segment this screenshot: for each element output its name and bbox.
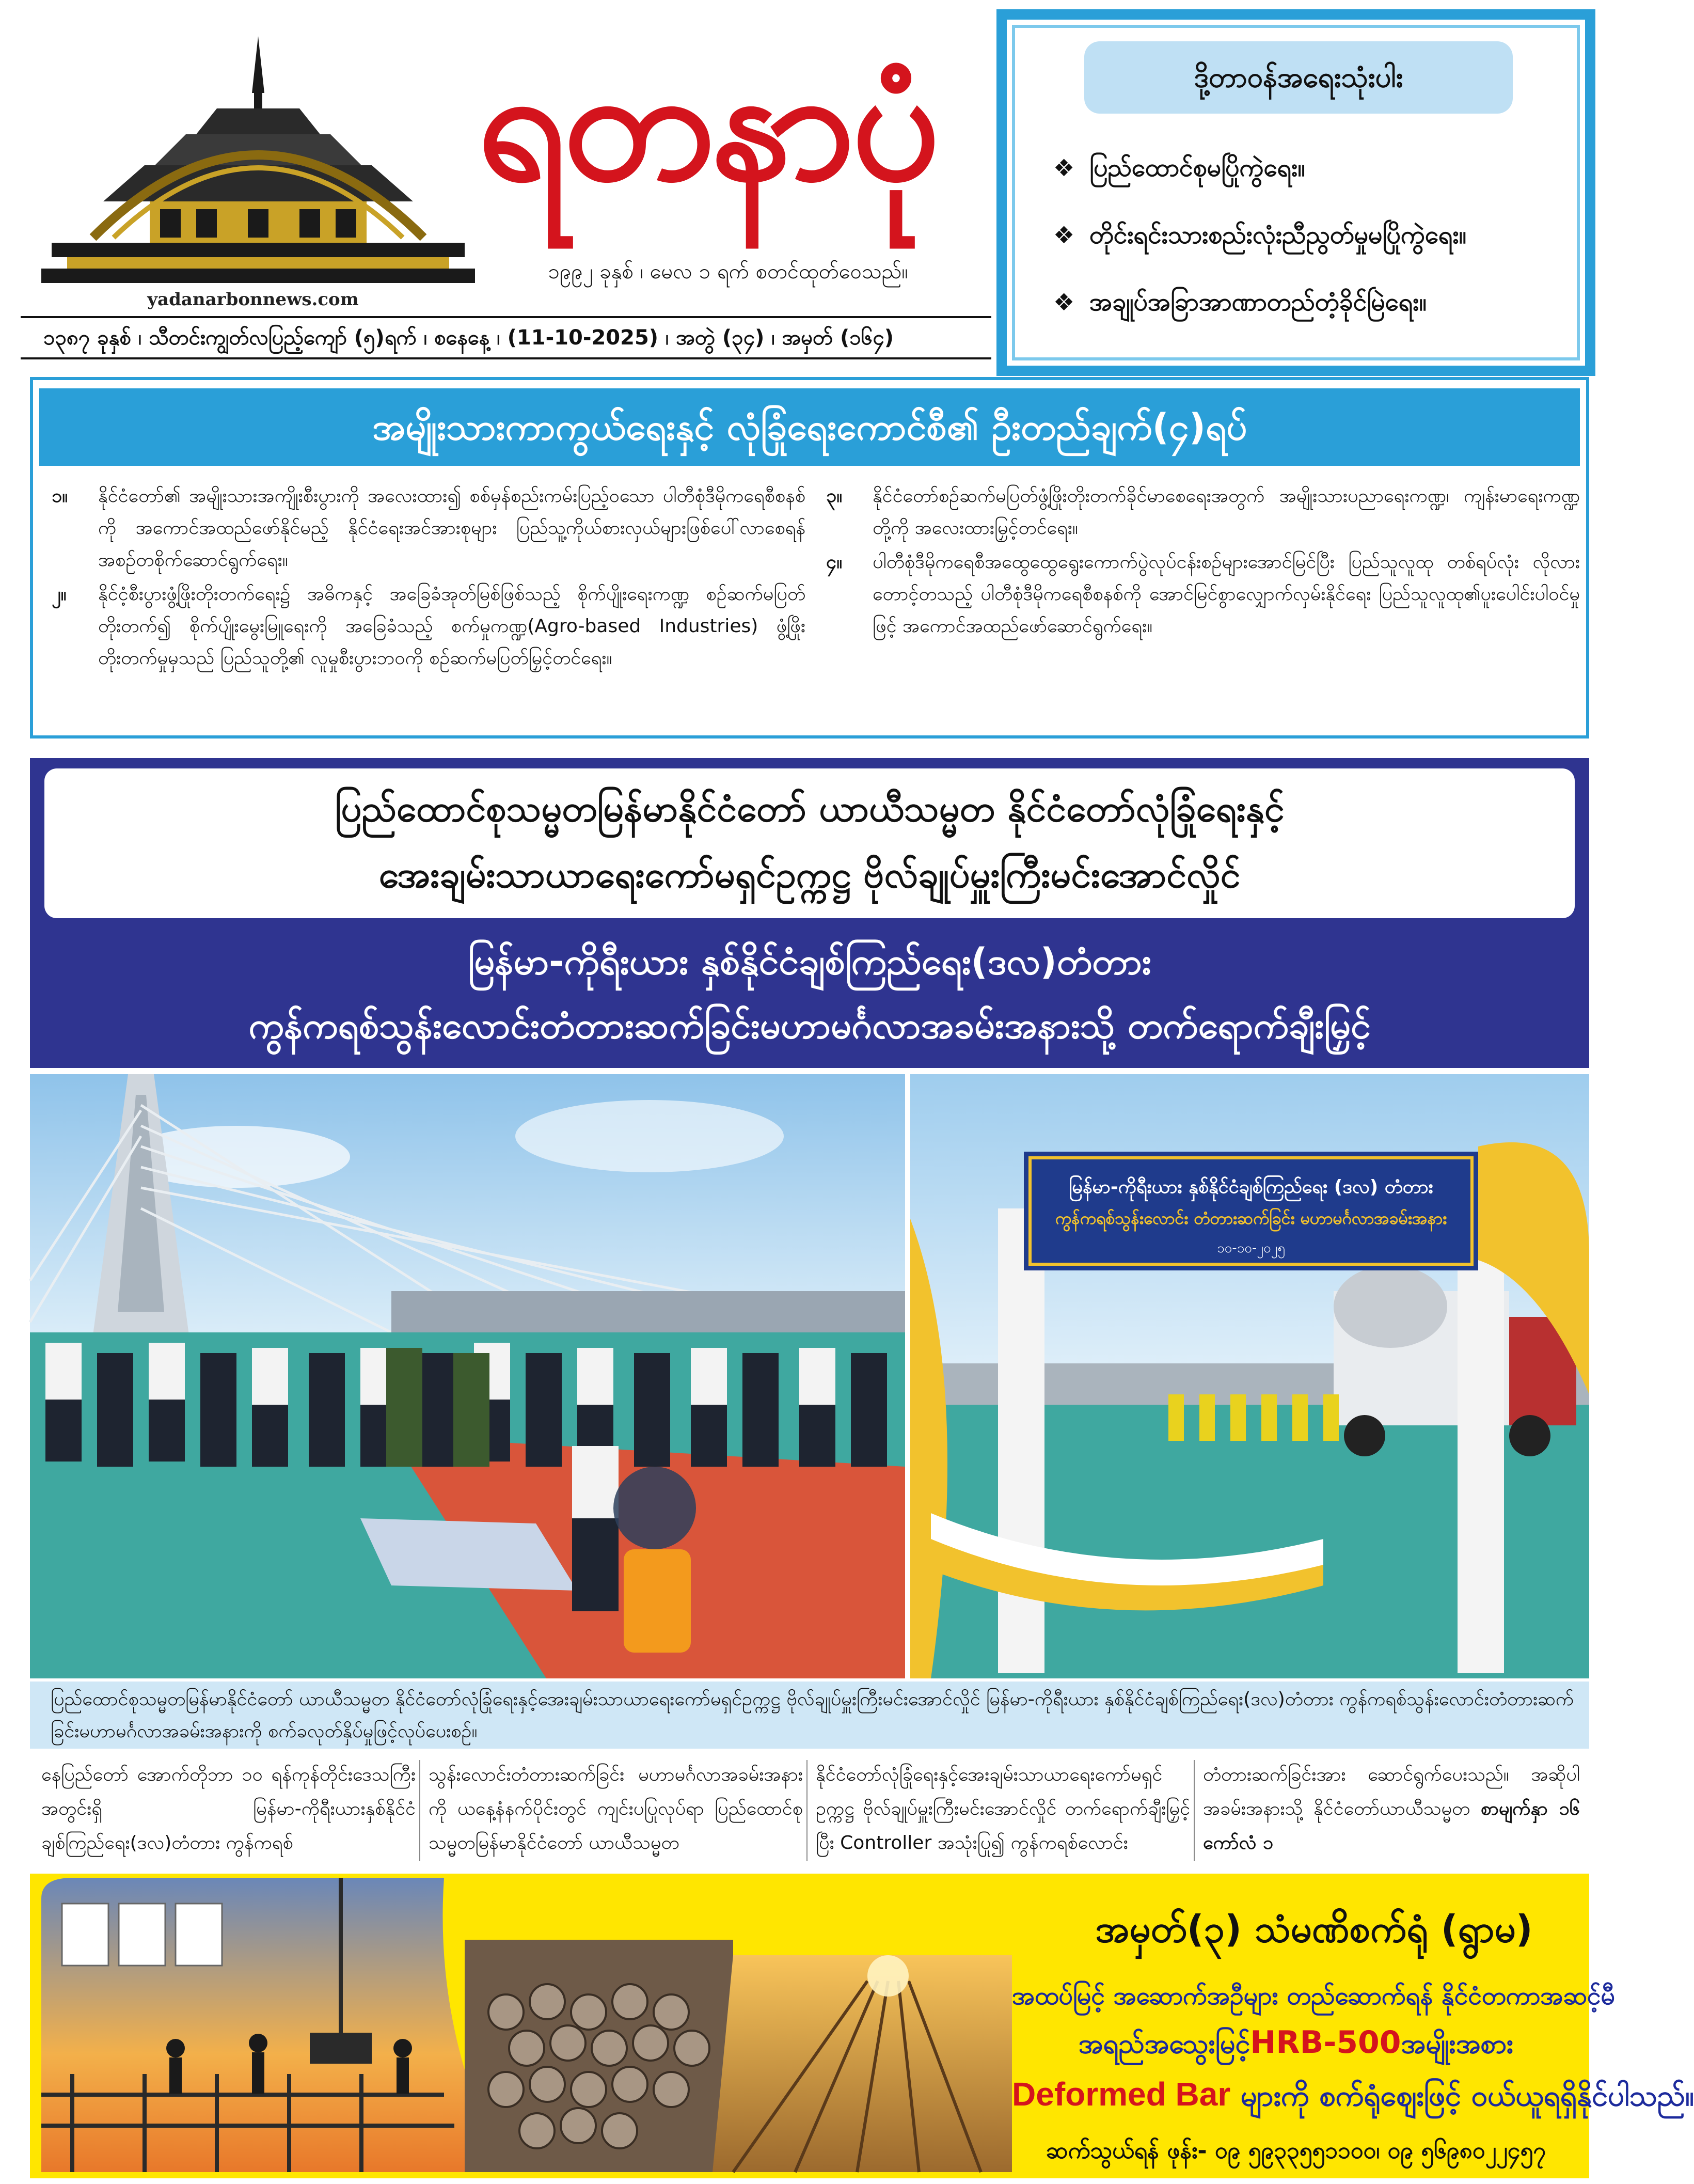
objective-item bbox=[816, 546, 1580, 642]
subheadline-line: မြန်မာ-ကိုရီးယား နှစ်နိုင်ငံချစ်ကြည်ရေး(ဒလ)တံတား bbox=[468, 940, 1151, 983]
headline bbox=[44, 768, 1575, 918]
headline-line: ပြည်ထောင်စုသမ္မတမြန်မာနိုင်ငံတော် ယာယီသမ္မတ နိုင်ငံတော်လုံခြုံရေးနှင့် bbox=[335, 788, 1285, 830]
slogan-item: ❖ အချုပ်အခြာအာဏာတည်တံ့ခိုင်မြဲရေး။ bbox=[1053, 274, 1570, 331]
founded-date: ၁၉၉၂ ခုနှစ် ၊ မေလ ၁ ရက် စတင်ထုတ်ဝေသည်။ bbox=[548, 260, 908, 284]
objective-text: ပါတီစုံဒီမိုကရေစီအထွေထွေရွေးကောက်ပွဲလုပ်ငန်းစဉ်များအောင်မြင်ပြီး ပြည်သူလူထု တစ်ရပ်လုံး လိုလားတောင့်တသည့် ပါတီစုံဒီမိုကရေစီစနစ်ကို အောင်မြင်စွာလျှောက်လှမ်းနိုင်ရေး ပြည်သူလူထု၏ပူးပေါင်းပါဝင်မှုဖြင့် အကောင်အထည်ဖော်ဆောင်ရွက်ရေး။ bbox=[873, 552, 1580, 637]
newspaper-logo-pagoda bbox=[31, 31, 485, 310]
article-column: နိုင်ငံတော်လုံခြုံရေးနှင့်အေးချမ်းသာယာရေးကော်မရှင် ဥက္ကဋ္ဌ ဗိုလ်ချုပ်မှူးကြီးမင်းအောင်လှိုင် တက်ရောက်ချီးမြှင့်ပြီး Controller အသုံးပြု၍ ကွန်ကရစ်လောင်း bbox=[816, 1764, 1190, 1853]
subheadline bbox=[44, 930, 1575, 1064]
issue-info-line: ၁၃၈၇ ခုနှစ် ၊ သီတင်းကျွတ်လပြည့်ကျော် (၅)ရက် ၊ စနေနေ့ ၊ (11-10-2025) ၊ အတွဲ (၃၄) ၊ အမှတ် (၁၆၄) bbox=[21, 316, 991, 359]
objectives-column-left bbox=[41, 480, 805, 728]
photo-caption: ပြည်ထောင်စုသမ္မတမြန်မာနိုင်ငံတော် ယာယီသမ္မတ နိုင်ငံတော်လုံခြုံရေးနှင့်အေးချမ်းသာယာရေးကော်မရှင်ဥက္ကဋ္ဌ ဗိုလ်ချုပ်မှူးကြီးမင်းအောင်လှိုင် မြန်မာ-ကိုရီးယား နှစ်နိုင်ငံချစ်ကြည်ရေး(ဒလ)တံတား ကွန်ကရစ်သွန်းလောင်းတံတားဆက်ခြင်းမဟာမင်္ဂလာအခမ်းအနားကို စက်ခလုတ်နှိပ်မှုဖြင့်လုပ်ပေးစဉ်။ bbox=[30, 1682, 1589, 1749]
ad-description: Deformed Bar များကို စက်ရုံဈေးဖြင့် ဝယ်ယူရရှိနိုင်ပါသည်။ bbox=[1012, 2076, 1694, 2113]
article-column: သွန်းလောင်းတံတားဆက်ခြင်း မဟာမင်္ဂလာအခမ်းအနားကို ယနေ့နံနက်ပိုင်းတွင် ကျင်းပပြုလုပ်ရာ ပြည်ထောင်စုသမ္မတမြန်မာနိုင်ငံတော် ယာယီသမ္မတ bbox=[429, 1764, 803, 1853]
objective-number: ၁။ bbox=[52, 485, 68, 507]
diamond-bullet-icon: ❖ bbox=[1053, 221, 1075, 249]
continued-on-page: စာမျက်နှာ ၁၆ ကော်လံ ၁ bbox=[1203, 1798, 1580, 1853]
objective-item bbox=[41, 578, 805, 674]
ad-description: အထပ်မြင့် အဆောက်အဦများ တည်ဆောက်ရန် နိုင်ငံတကာအဆင့်မီ bbox=[1012, 1982, 1615, 2010]
product-name: Deformed Bar bbox=[1012, 2076, 1231, 2113]
ad-description: အရည်အသွေးမြင့်HRB-500အမျိုးအစား bbox=[1078, 2024, 1514, 2061]
ad-title: အမှတ်(၃) သံမဏိစက်ရုံ (ရွာမ) bbox=[1095, 1907, 1533, 1951]
ad-contact-phone: ဆက်သွယ်ရန် ဖုန်း- ၀၉ ၅၉၃၃၅၅၁၁၀၀၊ ၀၉ ၅၆၉၈၀၂၂၄၅၇ bbox=[1046, 2138, 1546, 2164]
article-column: နေပြည်တော် အောက်တိုဘာ ၁၀ ရန်ကုန်တိုင်းဒေသကြီးအတွင်းရှိ မြန်မာ-ကိုရီးယားနှစ်နိုင်ငံချစ်ကြည်ရေး(ဒလ)တံတား ကွန်ကရစ် bbox=[41, 1764, 416, 1853]
ad-images-construction-steel bbox=[41, 1878, 1012, 2172]
masthead-title: ရတနာပုံ bbox=[477, 33, 938, 215]
objectives-column-right bbox=[816, 480, 1580, 728]
slogan-item: ❖ တိုင်းရင်းသားစည်းလုံးညီညွတ်မှုမပြိုကွဲရေး။ bbox=[1053, 207, 1570, 263]
objectives-title: အမျိုးသားကာကွယ်ရေးနှင့် လုံခြုံရေးကောင်စီ၏ ဦးတည်ချက်(၄)ရပ် bbox=[39, 388, 1580, 466]
objective-text: နိုင်ငံတော်၏ အမျိုးသားအကျိုးစီးပွားကို အလေးထား၍ စစ်မှန်စည်းကမ်းပြည့်ဝသော ပါတီစုံဒီမိုကရေစီစနစ်ကို အကောင်အထည်ဖော်နိုင်မည့် နိုင်ငံရေးအင်အားစုများ ပြည်သူ့ကိုယ်စားလှယ်များဖြစ်ပေါ်လာစေရန် အစဉ်တစိုက်ဆောင်ရွက်ရေး။ bbox=[98, 485, 805, 571]
diamond-bullet-icon: ❖ bbox=[1053, 154, 1075, 182]
objective-number: ၄။ bbox=[826, 552, 843, 573]
objective-number: ၂။ bbox=[52, 584, 67, 605]
ceremony-photo-right bbox=[910, 1074, 1589, 1678]
column-divider bbox=[806, 1760, 808, 1861]
product-grade: HRB-500 bbox=[1250, 2024, 1401, 2061]
headline-line: အေးချမ်းသာယာရေးကော်မရှင်ဥက္ကဋ္ဌ ဗိုလ်ချုပ်မှူးကြီးမင်းအောင်လှိုင် bbox=[378, 854, 1241, 896]
column-divider bbox=[1194, 1760, 1195, 1861]
article-column: တံတားဆက်ခြင်းအား ဆောင်ရွက်ပေးသည်။ အဆိုပါအခမ်းအနားသို့ နိုင်ငံတော်ယာယီသမ္မတ စာမျက်နှာ ၁၆ ကော်လံ ၁ bbox=[1203, 1764, 1580, 1853]
objective-number: ၃။ bbox=[826, 485, 843, 507]
subheadline-line: ကွန်ကရစ်သွန်းလောင်းတံတားဆက်ခြင်းမဟာမင်္ဂလာအခမ်းအနားသို့ တက်ရောက်ချီးမြှင့် bbox=[248, 1004, 1371, 1047]
slogan-item: ❖ ပြည်ထောင်စုမပြိုကွဲရေး။ bbox=[1053, 139, 1570, 196]
banner-line: ကွန်ကရစ်သွန်းလောင်း တံတားဆက်ခြင်း မဟာမင်္ဂလာအခမ်းအနား bbox=[1055, 1208, 1447, 1228]
column-divider bbox=[419, 1760, 420, 1861]
website-url: yadanarbonnews.com bbox=[147, 289, 359, 310]
objective-text: နိုင်ငံ့စီးပွားဖွံ့ဖြိုးတိုးတက်ရေး၌ အဓိကနှင့် အခြေခံအုတ်မြစ်ဖြစ်သည့် စိုက်ပျိုးရေးကဏ္ဍ စဉ်ဆက်မပြတ်တိုးတက်၍ စိုက်ပျိုးမွေးမြူရေးကို အခြေခံသည့် စက်မှုကဏ္ဍ(Agro-based Industries) ဖွံ့ဖြိုးတိုးတက်မှုမှသည် ပြည်သူတို့၏ လူမှုစီးပွားဘဝကို စဉ်ဆက်မပြတ်မြှင့်တင်ရေး။ bbox=[98, 584, 805, 669]
banner-line: မြန်မာ-ကိုရီးယား နှစ်နိုင်ငံချစ်ကြည်ရေး (ဒလ) တံတား bbox=[1069, 1176, 1433, 1198]
ceremony-photo-left bbox=[30, 1074, 905, 1678]
diamond-bullet-icon: ❖ bbox=[1053, 288, 1075, 316]
objective-text: နိုင်ငံတော်စဉ်ဆက်မပြတ်ဖွံ့ဖြိုးတိုးတက်ခိုင်မာစေရေးအတွက် အမျိုးသားပညာရေးကဏ္ဍ၊ ကျန်းမာရေးကဏ္ဍတို့ကို အလေးထားမြှင့်တင်ရေး။ bbox=[873, 485, 1580, 539]
objective-item bbox=[41, 480, 805, 576]
objective-item bbox=[816, 480, 1580, 544]
slogan-title: ဒို့တာဝန်အရေးသုံးပါး bbox=[1084, 41, 1513, 114]
banner-date: ၁၀-၁၀-၂၀၂၅ bbox=[1216, 1240, 1286, 1256]
